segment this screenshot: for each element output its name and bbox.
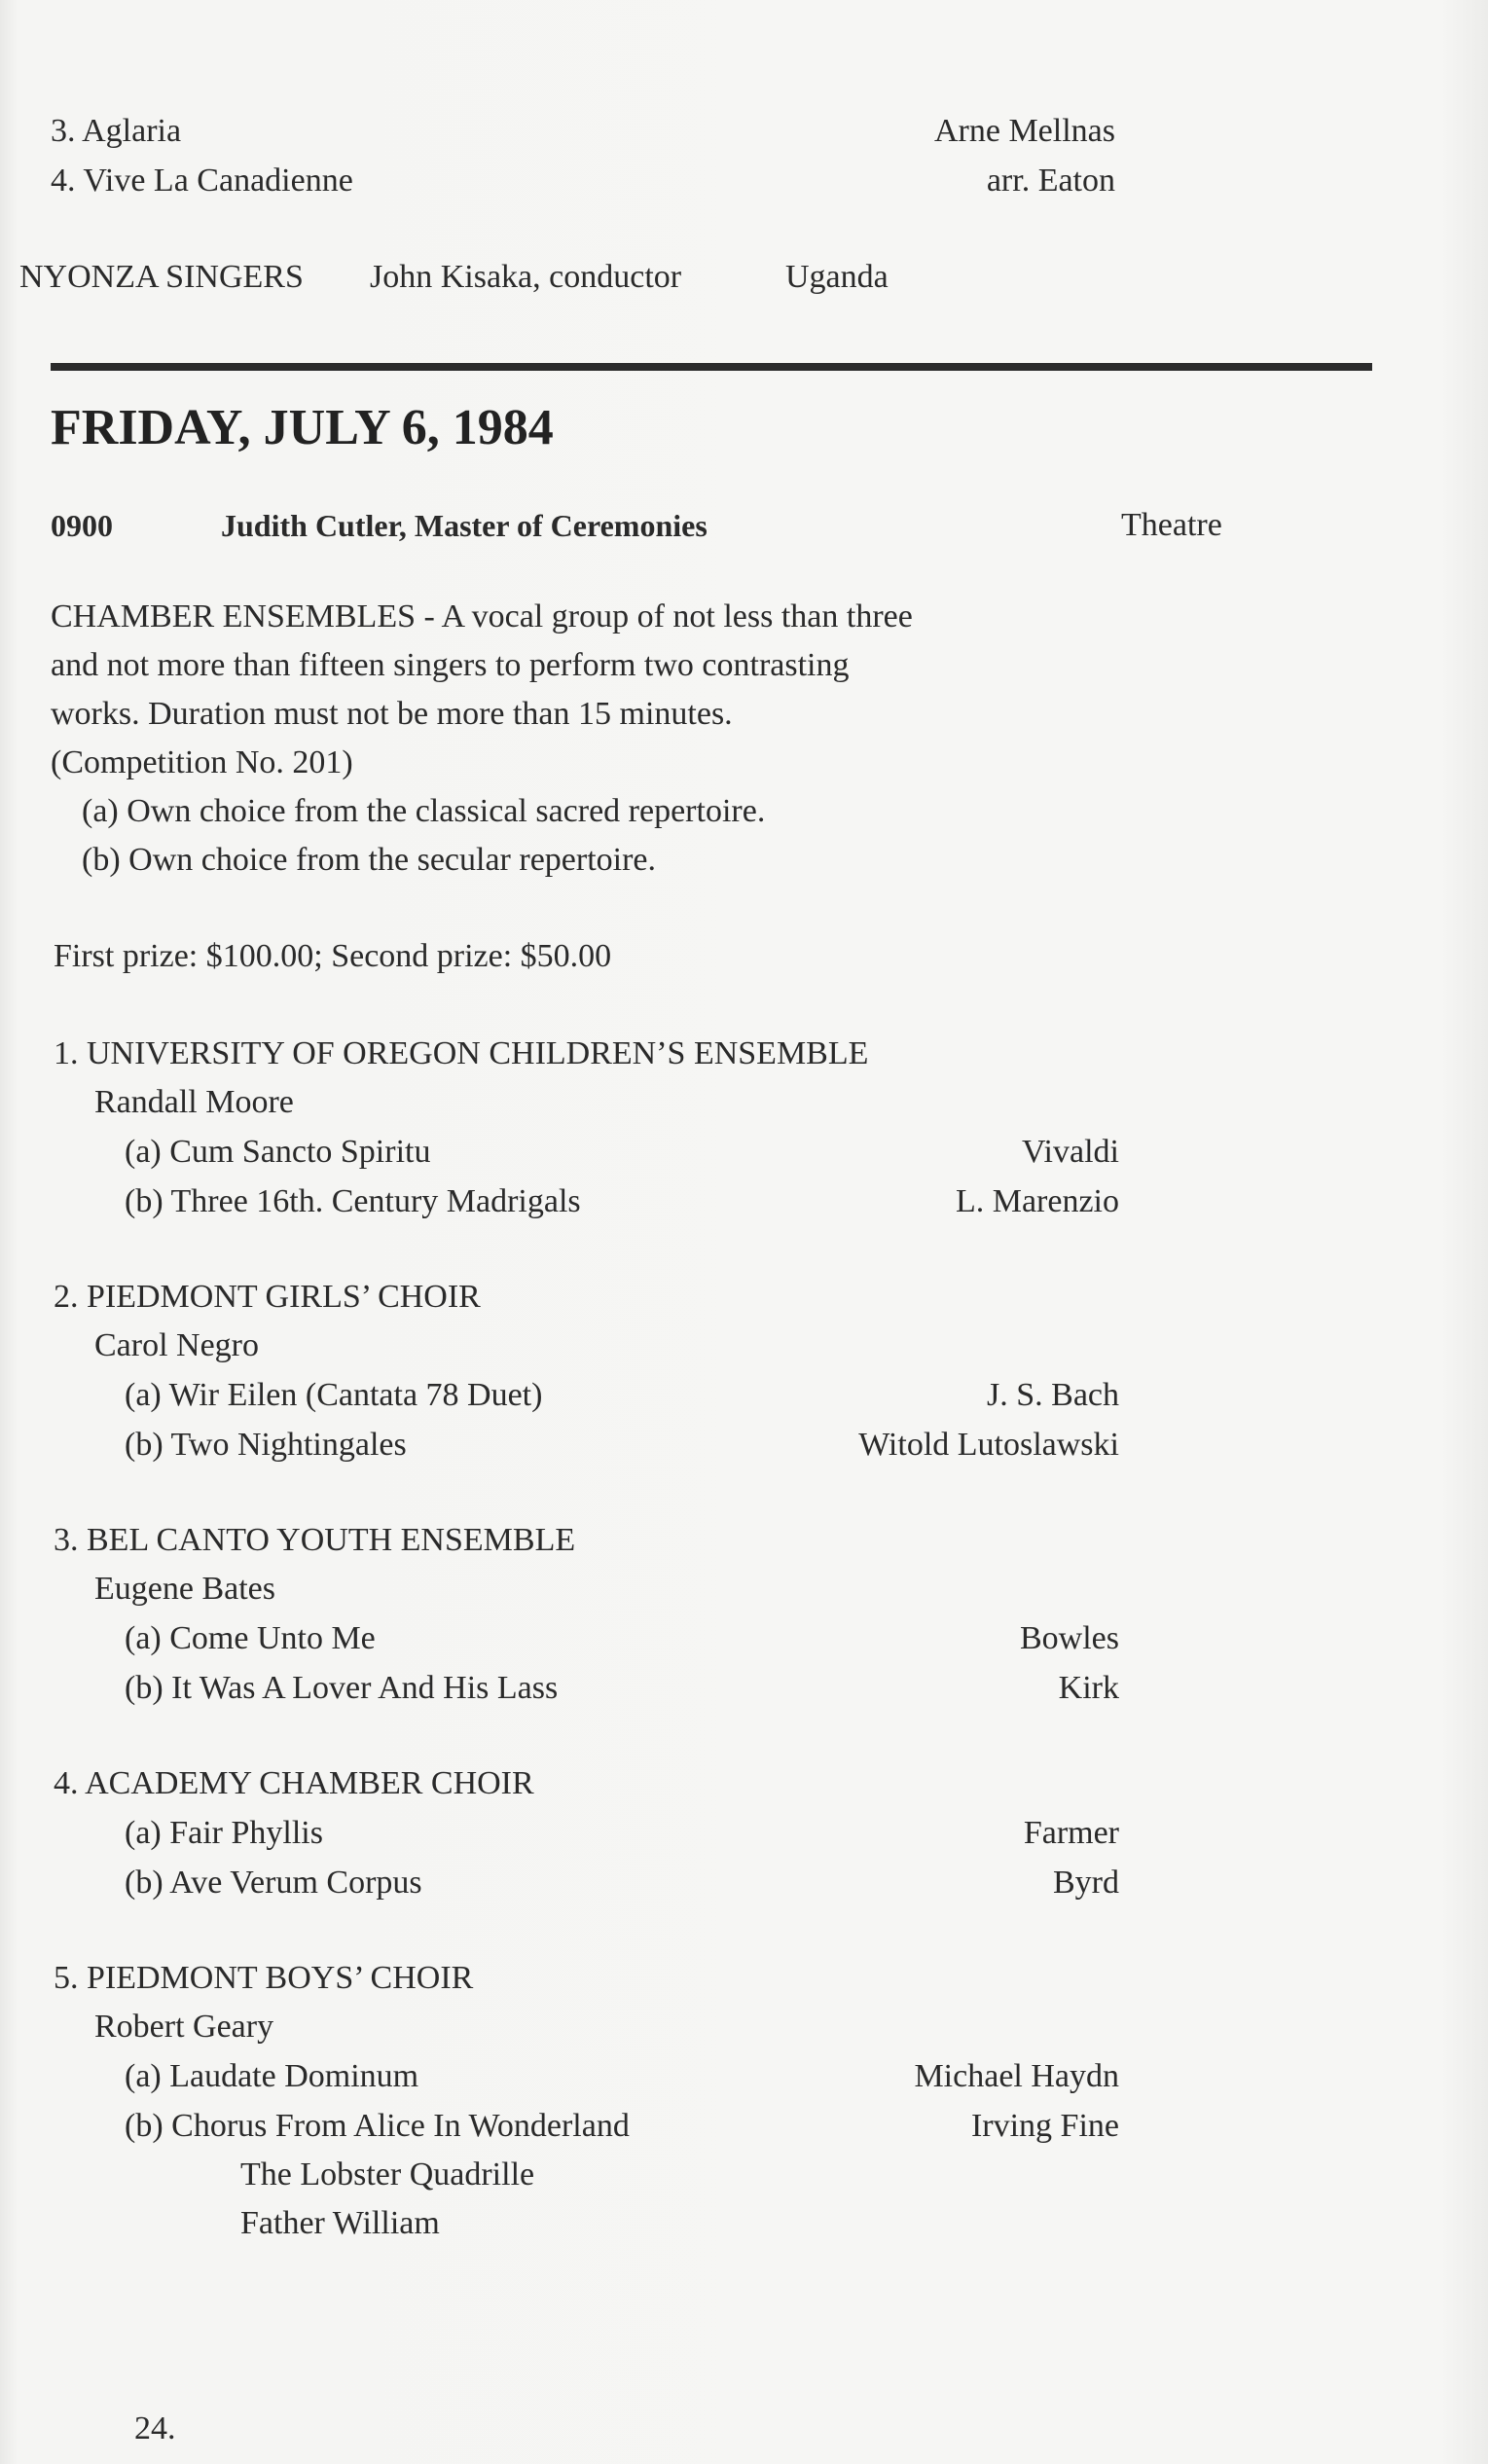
top-item-title: 4. Vive La Canadienne [51, 163, 353, 199]
competition-line: CHAMBER ENSEMBLES - A vocal group of not less than three [51, 598, 913, 634]
competition-line: (Competition No. 201) [51, 744, 353, 780]
date-heading: FRIDAY, JULY 6, 1984 [51, 400, 554, 455]
piece-composer: Michael Haydn [914, 2058, 1119, 2094]
competition-description [51, 593, 913, 885]
piece-composer: Vivaldi [1022, 1134, 1119, 1170]
entry-title: 1. UNIVERSITY OF OREGON CHILDREN’S ENSEMBLE [54, 1035, 869, 1071]
entry-title: 2. PIEDMONT GIRLS’ CHOIR [54, 1279, 481, 1315]
competition-line: works. Duration must not be more than 15 minutes. [51, 696, 733, 732]
choir-name: NYONZA SINGERS [19, 259, 304, 295]
entry-director: Randall Moore [94, 1084, 294, 1120]
competition-choice: (b) Own choice from the secular repertoire. [82, 842, 657, 878]
top-item-composer: Arne Mellnas [933, 113, 1115, 149]
piece-title: (b) Ave Verum Corpus [125, 1865, 422, 1901]
sub-piece-title: The Lobster Quadrille [240, 2156, 535, 2192]
top-item-title: 3. Aglaria [51, 113, 182, 149]
piece-composer: Bowles [1020, 1620, 1119, 1656]
sub-piece-title: Father William [240, 2205, 440, 2241]
entry-title: 4. ACADEMY CHAMBER CHOIR [54, 1765, 534, 1801]
section-divider [51, 363, 1372, 371]
competition-line: and not more than fifteen singers to perform two contrasting [51, 647, 850, 683]
entry-director: Robert Geary [94, 2009, 274, 2045]
choir-country: Uganda [785, 259, 889, 295]
entry-title: 5. PIEDMONT BOYS’ CHOIR [54, 1960, 474, 1996]
piece-composer: J. S. Bach [987, 1377, 1119, 1413]
top-item-composer: arr. Eaton [986, 163, 1115, 199]
piece-composer: Byrd [1053, 1865, 1119, 1901]
piece-title: (a) Come Unto Me [125, 1620, 376, 1656]
piece-composer: L. Marenzio [955, 1183, 1119, 1219]
prize-line: First prize: $100.00; Second prize: $50.00 [54, 938, 612, 974]
page-number: 24. [134, 2410, 176, 2446]
competition-choice: (a) Own choice from the classical sacred repertoire. [82, 793, 766, 829]
piece-title: (a) Fair Phyllis [125, 1815, 323, 1851]
entry-title: 3. BEL CANTO YOUTH ENSEMBLE [54, 1522, 576, 1558]
master-of-ceremonies: Judith Cutler, Master of Ceremonies [221, 508, 708, 543]
piece-title: (b) Three 16th. Century Madrigals [125, 1183, 581, 1219]
piece-title: (b) Chorus From Alice In Wonderland [125, 2108, 630, 2144]
piece-composer: Irving Fine [970, 2108, 1119, 2144]
piece-title: (a) Wir Eilen (Cantata 78 Duet) [125, 1377, 543, 1413]
session-time: 0900 [51, 508, 113, 543]
piece-title: (b) It Was A Lover And His Lass [125, 1670, 559, 1706]
choir-conductor: John Kisaka, conductor [370, 259, 682, 295]
piece-composer: Kirk [1058, 1670, 1119, 1706]
piece-title: (b) Two Nightingales [125, 1427, 407, 1463]
piece-composer: Witold Lutoslawski [858, 1427, 1119, 1463]
entry-director: Carol Negro [94, 1327, 260, 1363]
piece-title: (a) Laudate Dominum [125, 2058, 419, 2094]
piece-title: (a) Cum Sancto Spiritu [125, 1134, 431, 1170]
piece-composer: Farmer [1023, 1815, 1119, 1851]
entry-director: Eugene Bates [94, 1571, 275, 1607]
session-venue: Theatre [1121, 507, 1222, 543]
